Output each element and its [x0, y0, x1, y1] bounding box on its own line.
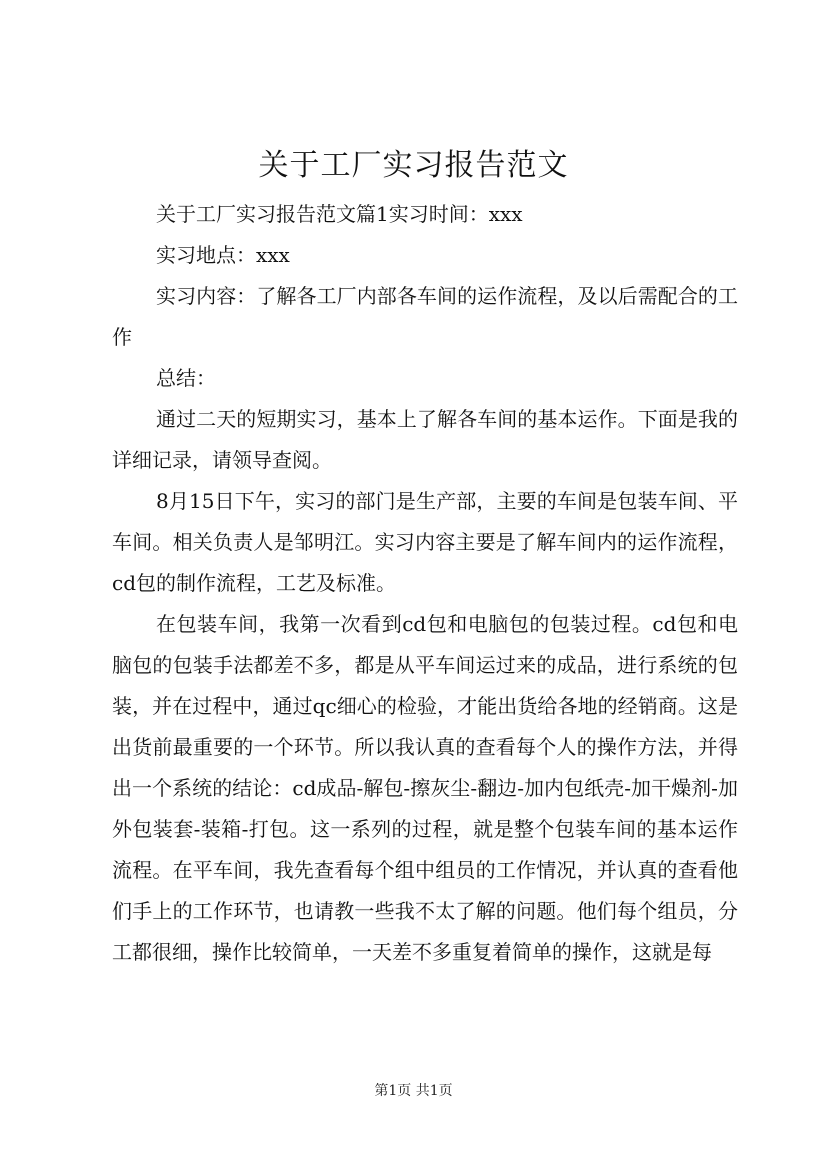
paragraph-intro: 关于工厂实习报告范文篇1实习时间：xxx [156, 202, 523, 226]
paragraph-location: 实习地点：xxx [156, 243, 290, 267]
paragraph-content: 实习内容：了解各工厂内部各车间的运作流程，及以后需配合的工作 [112, 284, 738, 349]
page-footer: 第1页 共1页 [374, 1083, 453, 1099]
paragraph-summary-heading: 总结： [156, 366, 216, 390]
paragraph-august-15: 8月15日下午，实习的部门是生产部，主要的车间是包装车间、平车间。相关负责人是邹明江。实习内容主要是了解车间内的运作流程，cd包的制作流程，工艺及标准。 [112, 489, 738, 595]
document-body [112, 194, 738, 973]
paragraph-packaging-workshop: 在包装车间，我第一次看到cd包和电脑包的包装过程。cd包和电脑包的包装手法都差不多，都是从平车间运过来的成品，进行系统的包装，并在过程中，通过qc细心的检验，才能出货给各地的经销商。这是出货前最重要的一个环节。所以我认真的查看每个人的操作方法，并得出一个系统的结论：cd成品-解包-擦灰尘-翻边-加内包纸壳-加干燥剂-加外包装套-装箱-打包。这一系列的过程，就是整个包装车间的基本运作流程。在平车间，我先查看每个组中组员的工作情况，并认真的查看他们手上的工作环节，也请教一些我不太了解的问题。他们每个组员，分工都很细，操作比较简单，一天差不多重复着简单的操作，这就是每 [112, 612, 738, 964]
paragraph-overview: 通过二天的短期实习，基本上了解各车间的基本运作。下面是我的详细记录，请领导查阅。 [112, 407, 738, 472]
document-title: 关于工厂实习报告范文 [258, 148, 569, 183]
